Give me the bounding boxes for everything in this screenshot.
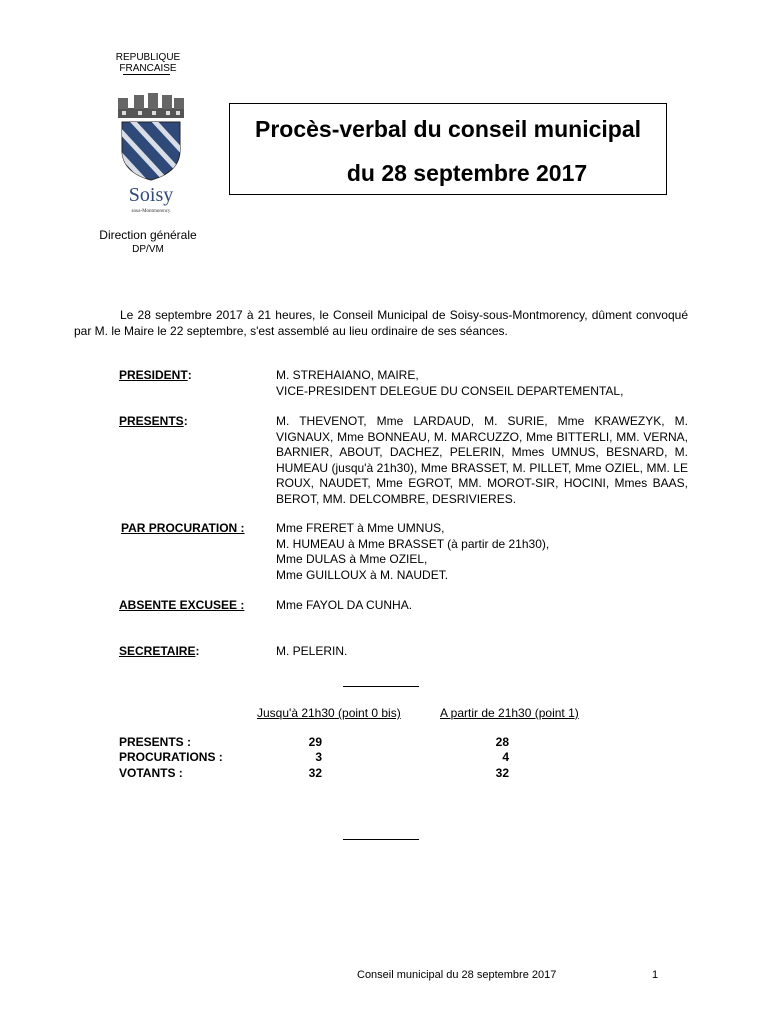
- presents-value: M. THEVENOT, Mme LARDAUD, M. SURIE, Mme KRAWEZYK, M. VIGNAUX, Mme BONNEAU, M. MARCUZZO, Mme BITTERLI, MM. VERNA, BARNIER, ABOUT, DACHEZ, PELERIN, Mmes UMNUS, BESNARD, M. HUMEAU (jusqu'à 21h30), Mme BRASSET, M. PILLET, Mme OZIEL, MM. LE ROUX, NAUDET, Mme EGROT, MM. MOROT-SIR, HOCINI, Mmes BAAS, BEROT, MM. DELCOMBRE, DESRIVIERES.: [276, 414, 688, 506]
- tally-votants-col2: 32: [495, 766, 509, 780]
- tally-col2-header: A partir de 21h30 (point 1): [440, 706, 579, 720]
- tally-procurations-col1: 3: [315, 750, 322, 764]
- document-title-line2: du 28 septembre 2017: [346, 160, 588, 186]
- separator-bottom: [343, 839, 419, 840]
- tally-label-procurations: PROCURATIONS :: [119, 750, 223, 764]
- crest-icon: [112, 92, 190, 217]
- procuration-value: Mme FRERET à Mme UMNUS, M. HUMEAU à Mme BRASSET (à partir de 21h30), Mme DULAS à Mme OZIEL, Mme GUILLOUX à M. NAUDET.: [276, 521, 550, 582]
- procuration-label: PAR PROCURATION :: [121, 521, 245, 535]
- title-box: [229, 103, 667, 195]
- tally-presents-col1: 29: [308, 735, 322, 749]
- city-crest-logo: [112, 92, 190, 217]
- intro-line-1: Le 28 septembre 2017 à 21 heures, le Conseil Municipal de Soisy-sous-Montmorency, dûment convoqué: [120, 308, 688, 322]
- footer-text: Conseil municipal du 28 septembre 2017: [357, 969, 557, 981]
- tally-presents-col2: 28: [495, 735, 509, 749]
- tally-label-presents: PRESENTS :: [119, 735, 192, 749]
- page-number: 1: [652, 969, 659, 981]
- republique-heading: REPUBLIQUE FRANCAISE: [115, 52, 181, 74]
- presents-label: PRESENTS:: [119, 414, 188, 428]
- secretaire-value: M. PELERIN.: [276, 644, 348, 658]
- secretaire-label: SECRETAIRE:: [119, 644, 200, 658]
- absente-value: Mme FAYOL DA CUNHA.: [276, 598, 413, 612]
- tally-votants-col1: 32: [308, 766, 322, 780]
- president-value: M. STREHAIANO, MAIRE, VICE-PRESIDENT DELEGUE DU CONSEIL DEPARTEMENTAL,: [276, 368, 624, 398]
- city-sub-text: sous-Montmorency: [131, 209, 171, 214]
- department-code: DP/VM: [132, 244, 164, 255]
- heading-rule: [123, 74, 170, 75]
- direction-label: Direction générale: [99, 228, 197, 242]
- separator-top: [343, 686, 419, 687]
- tally-col1-header: Jusqu'à 21h30 (point 0 bis): [257, 706, 401, 720]
- president-label: PRESIDENT:: [119, 368, 192, 382]
- intro-paragraph: [74, 307, 688, 339]
- tally-procurations-col2: 4: [502, 750, 509, 764]
- absente-label: ABSENTE EXCUSEE :: [119, 598, 245, 612]
- city-name-text: Soisy: [128, 184, 174, 206]
- tally-label-votants: VOTANTS :: [119, 766, 183, 780]
- intro-line-2: par M. le Maire le 22 septembre, s'est assemblé au lieu ordinaire de ses séances.: [74, 324, 508, 338]
- document-title-line1: Procès-verbal du conseil municipal: [254, 116, 641, 142]
